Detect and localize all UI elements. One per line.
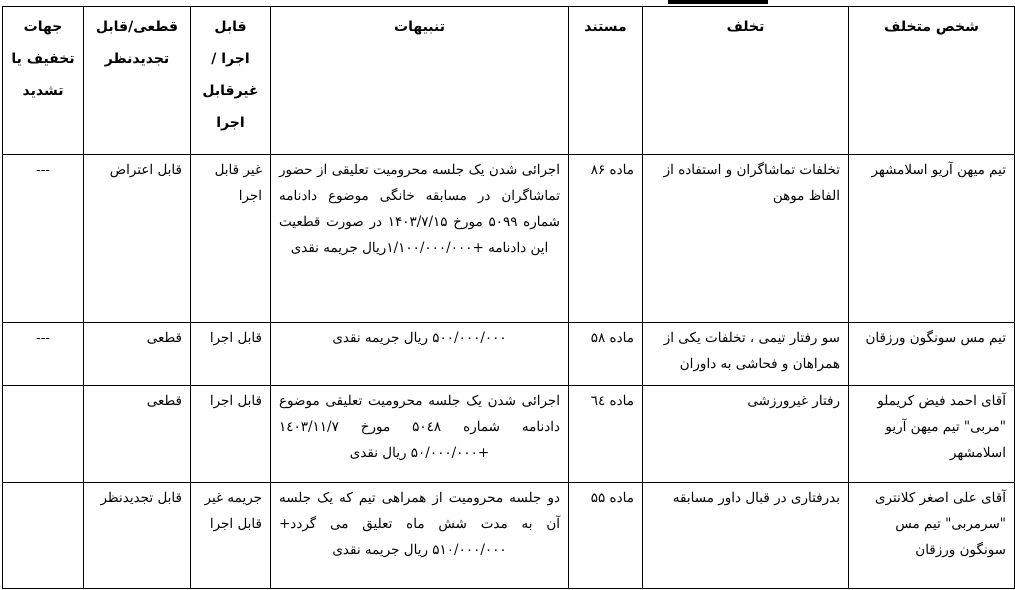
cell-reduction xyxy=(3,483,84,589)
cell-person: آقای احمد فیض کریملو "مربی" تیم میهن آریو اسلامشهر xyxy=(849,386,1015,483)
cell-exec: جریمه غیر قابل اجرا xyxy=(191,483,271,589)
cell-penalty: ۵۰۰/۰۰۰/۰۰۰ ریال جریمه نقدی xyxy=(271,323,569,386)
header-status: قطعی/قابل تجدیدنظر xyxy=(84,7,191,155)
header-reduction: جهات تخفیف یا تشدید xyxy=(3,7,84,155)
cell-article: ماده ۸۶ xyxy=(569,155,643,323)
cell-person: تیم میهن آریو اسلامشهر xyxy=(849,155,1015,323)
header-article: مستند xyxy=(569,7,643,155)
table-row xyxy=(3,323,1015,386)
cell-article: ماده ۵۵ xyxy=(569,483,643,589)
cell-status: قابل تجدیدنظر xyxy=(84,483,191,589)
header-penalty: تنبیهات xyxy=(271,7,569,155)
header-person: شخص متخلف xyxy=(849,7,1015,155)
cell-penalty: اجرائی شدن یک جلسه محرومیت تعلیقی موضوع دادنامه شماره ۵۰٤۸ مورخ ۱٤۰۳/۱۱/۷ +۵۰/۰۰۰/۰۰۰ ریال نقدی xyxy=(271,386,569,483)
cell-exec: غیر قابل اجرا xyxy=(191,155,271,323)
cell-person: آقای علی اصغر کلانتری "سرمربی" تیم مس سونگون ورزقان xyxy=(849,483,1015,589)
table-row xyxy=(3,483,1015,589)
cell-penalty: اجرائی شدن یک جلسه محرومیت تعلیقی از حضور تماشاگران در مسابقه خانگی موضوع دادنامه شماره ۵۰۹۹ مورخ ۱۴۰۳/۷/۱۵ در صورت قطعیت این دادنامه +۱/۱۰۰/۰۰۰/۰۰۰ریال جریمه نقدی xyxy=(271,155,569,323)
table-row xyxy=(3,386,1015,483)
cell-reduction: --- xyxy=(3,155,84,323)
cell-status: قطعی xyxy=(84,386,191,483)
cell-violation: تخلفات تماشاگران و استفاده از الفاظ موهن xyxy=(643,155,849,323)
cell-violation: سو رفتار تیمی ، تخلفات یکی از همراهان و فحاشی به داوران xyxy=(643,323,849,386)
cell-reduction: --- xyxy=(3,323,84,386)
violations-table xyxy=(2,6,1015,589)
cell-article: ماده ٦٤ xyxy=(569,386,643,483)
cell-exec: قابل اجرا xyxy=(191,323,271,386)
table-row xyxy=(3,155,1015,323)
header-row xyxy=(3,7,1015,155)
cell-reduction xyxy=(3,386,84,483)
cell-person: تیم مس سونگون ورزقان xyxy=(849,323,1015,386)
cell-exec: قابل اجرا xyxy=(191,386,271,483)
cropped-heading-fragment xyxy=(668,0,768,4)
cell-status: قابل اعتراض xyxy=(84,155,191,323)
cell-article: ماده ۵۸ xyxy=(569,323,643,386)
cell-status: قطعی xyxy=(84,323,191,386)
cell-violation: بدرفتاری در قبال داور مسابقه xyxy=(643,483,849,589)
header-exec: قابل اجرا /غیرقابل اجرا xyxy=(191,7,271,155)
cell-penalty: دو جلسه محرومیت از همراهی تیم که یک جلسه آن به مدت شش ماه تعلیق می گردد+ ۵۱۰/۰۰۰/۰۰۰ ریال جریمه نقدی xyxy=(271,483,569,589)
header-violation: تخلف xyxy=(643,7,849,155)
cell-violation: رفتار غیرورزشی xyxy=(643,386,849,483)
